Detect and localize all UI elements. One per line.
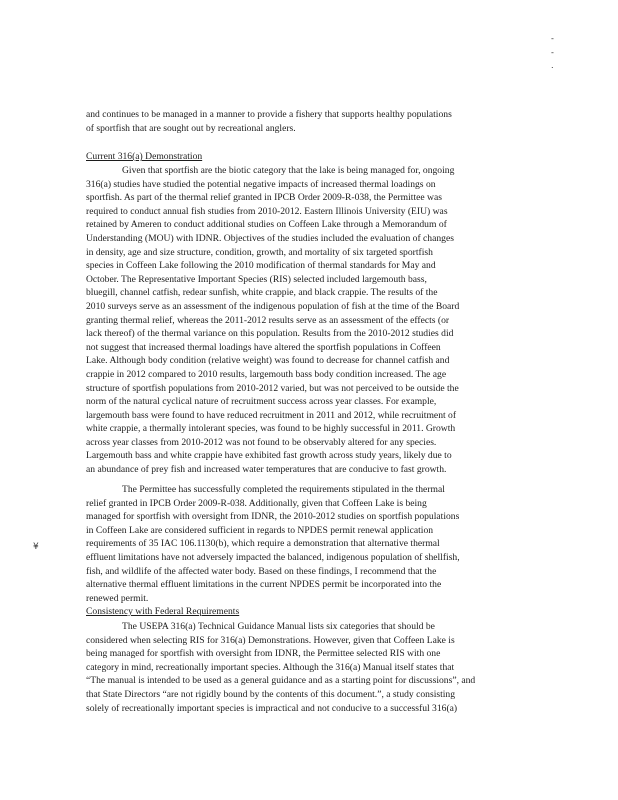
text-line: The USEPA 316(a) Technical Guidance Manual lists six categories that should be [122,621,435,632]
text-line: in Coffeen Lake are considered sufficient in regards to NPDES permit renewal application [86,524,434,536]
text-line: “The manual is intended to be used as a general guidance and as a starting point for discussions”, and [86,675,476,687]
section2-paragraph1 [86,620,546,715]
text-line: category in mind, recreationally important species. Although the 316(a) Manual itself states that [86,661,455,673]
text-line: Understanding (MOU) with IDNR. Objectives of the studies included the evaluation of changes [86,232,454,244]
text-line: Lake. Although body condition (relative weight) was found to decrease for channel catfish and [86,355,450,367]
text-line: of sportfish that are sought out by recreational anglers. [86,122,296,134]
text-line: 2010 surveys serve as an assessment of the indigenous population of fish at the time of the Board [86,300,460,312]
text-line: requirements of 35 IAC 106.1130(b), which require a demonstration that alternative thermal [86,538,440,550]
text-line: relief granted in IPCB Order 2009-R-038. Additionally, given that Coffeen Lake is being [86,497,427,509]
text-line: an abundance of prey fish and increased water temperatures that are conducive to fast growth. [86,464,447,476]
text-line: across year classes from 2010-2012 was not found to be observably altered for any species. [86,436,437,448]
text-line: white crappie, a thermally intolerant species, was found to be highly successful in 2011. Growth [86,423,456,435]
opening-paragraph [86,108,546,135]
text-line: crappie in 2012 compared to 2010 results, largemouth bass body condition increased. The age [86,368,447,380]
text-line: norm of the natural cyclical nature of recruitment success across year classes. For example, [86,396,437,408]
text-line: required to conduct annual fish studies from 2010-2012. Eastern Illinois University (EIU) was [86,205,448,217]
text-line: bluegill, channel catfish, redear sunfish, white crappie, and black crappie. The results of the [86,287,438,299]
corner-mark: - [551,47,554,57]
text-line: sportfish. As part of the thermal relief granted in IPCB Order 2009-R-038, the Permittee was [86,192,442,204]
text-line: fish, and wildlife of the affected water body. Based on these findings, I recommend that the [86,565,437,577]
text-line: alternative thermal effluent limitations in the current NPDES permit be incorporated into the [86,579,442,591]
text-line: that State Directors “are not rigidly bound by the contents of this document.”, a study consisting [86,688,456,700]
corner-marks [551,32,554,73]
text-line: in density, age and size structure, condition, growth, and mortality of six targeted sportfish [86,246,433,258]
text-line: not suggest that increased thermal loadings have altered the sportfish populations in Coffeen [86,341,441,353]
text-line: retained by Ameren to conduct additional studies on Coffeen Lake through a Memorandum of [86,219,447,231]
text-line: considered when selecting RIS for 316(a) Demonstrations. However, given that Coffeen Lake is [86,634,455,646]
text-line: solely of recreationally important species is impractical and not conducive to a successful 316(a) [86,702,458,714]
text-line: renewed permit. [86,592,149,604]
section-heading: Current 316(a) Demonstration [86,151,203,162]
section1-paragraph1 [86,164,546,477]
section-current-316a [86,150,546,164]
text-line: managed for sportfish with oversight from IDNR, the 2010-2012 studies on sportfish populations [86,511,460,523]
text-line: and continues to be managed in a manner to provide a fishery that supports healthy populations [86,109,452,120]
text-line: species in Coffeen Lake following the 2010 modification of thermal standards for May and [86,260,436,272]
section1-paragraph2 [86,483,546,605]
section-heading: Consistency with Federal Requirements [86,606,240,617]
text-line: Given that sportfish are the biotic category that the lake is being managed for, ongoing [122,165,455,176]
text-line: being managed for sportfish with oversight from IDNR, the Permittee selected RIS with one [86,648,441,660]
text-line: October. The Representative Important Species (RIS) selected included largemouth bass, [86,273,427,285]
section-federal-requirements [86,605,546,619]
text-line: granting thermal relief, whereas the 2011-2012 results serve as an assessment of the effects (or [86,314,450,326]
text-line: lack thereof) of the thermal variance on this population. Results from the 2010-2012 studies did [86,328,454,340]
text-line: effluent limitations have not adversely impacted the balanced, indigenous population of shellfish, [86,551,460,563]
corner-mark: . [551,61,554,71]
corner-mark: - [551,34,554,43]
text-line: largemouth bass were found to have reduced recruitment in 2011 and 2012, while recruitment of [86,409,457,421]
text-line: 316(a) studies have studied the potential negative impacts of increased thermal loadings on [86,178,436,190]
text-line: structure of sportfish populations from 2010-2012 varied, but was not perceived to be outside the [86,382,459,394]
margin-mark: ¥ [33,542,39,552]
text-line: Largemouth bass and white crappie have exhibited fast growth across study years, likely due to [86,450,452,462]
text-line: The Permittee has successfully completed the requirements stipulated in the thermal [122,484,445,495]
